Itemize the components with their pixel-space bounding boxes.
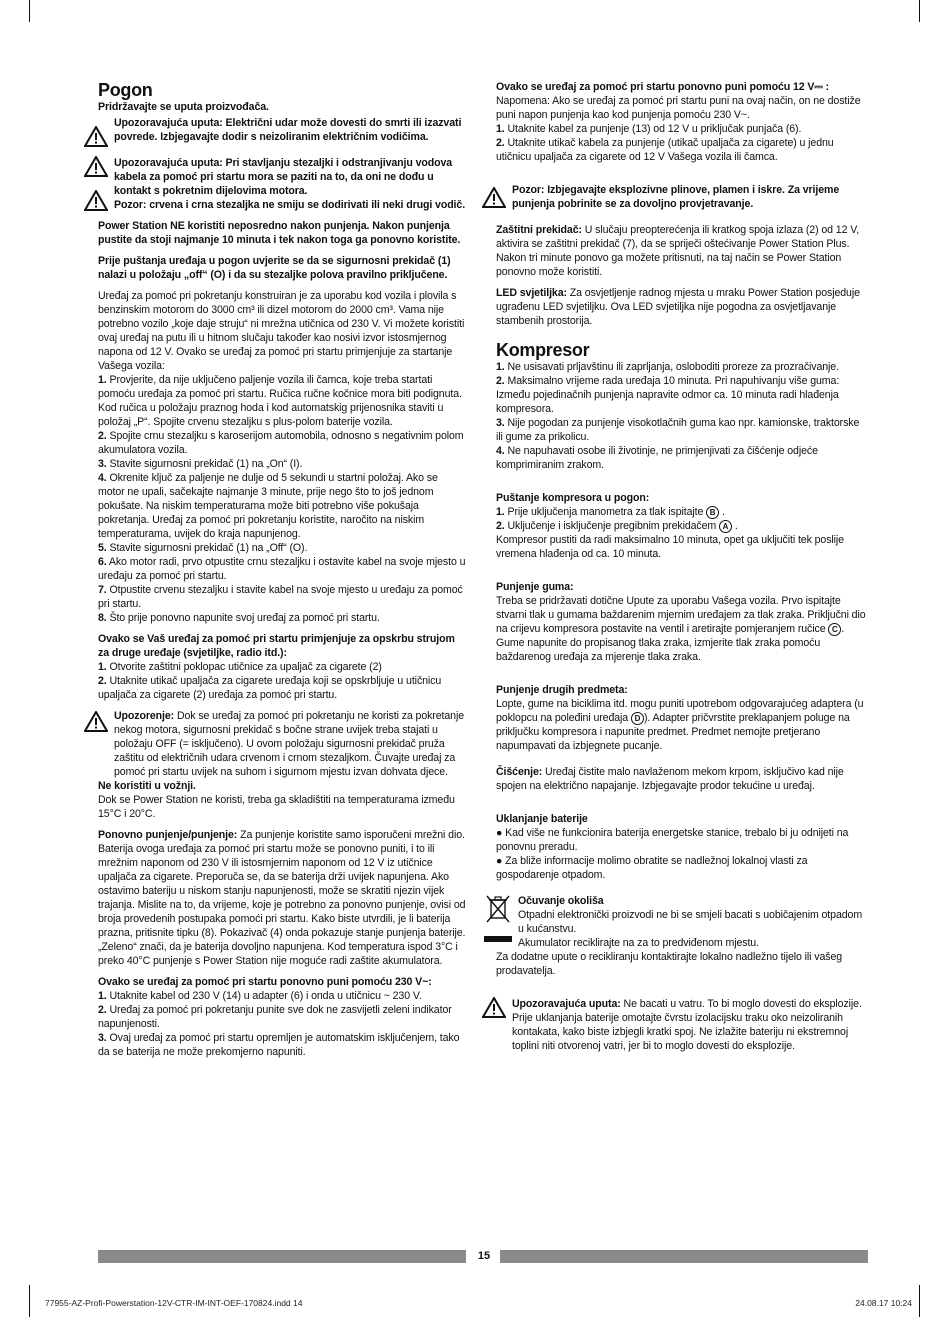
start-step-7: 7. Otpustite crvenu stezaljku i stavite kabel na svoje mjesto u uređaju za pomoć pri startu. [98, 584, 463, 610]
kompresor-step-4: 4. Ne napuhavati osobe ili životinje, ne primjenjivati za čišćenje odjeće komprimiranim zrakom. [496, 445, 818, 471]
warning-triangle-icon [84, 156, 108, 177]
warning-triangle-icon [482, 997, 506, 1018]
ciscenje-paragraph: Čišćenje: Uređaj čistite malo navlaženom mekom krpom, isključivo kad nije spojen na električno napajanje. Izbjegavajte prodor tekućine u uređaj. [496, 766, 844, 792]
drugi-title: Punjenje drugih predmeta: [496, 684, 628, 696]
crop-mark [919, 1285, 920, 1317]
okolis-text-3: Za dodatne upute o recikliranju kontaktirajte lokalno nadležno tijelo ili vašeg prodavatelja. [496, 951, 843, 977]
start-steps-list [98, 373, 466, 625]
bin-bar-icon [484, 936, 512, 942]
v230-steps [98, 989, 466, 1059]
zastitni-paragraph: Zaštitni prekidač: U slučaju preopterećenja ili kratkog spoja izlaza (2) od 12 V, aktivira se zaštitni prekidač (7), da se spriječi oštećivanje Power Station Plus. Nakon tri minute ponovo ga možete pritisnuti, na taj način se Power Station ponovno može koristiti. [496, 224, 860, 278]
intro-text: Pridržavajte se uputa proizvođača. [98, 101, 269, 113]
warning-triangle-icon [482, 187, 506, 208]
storage-note: Dok se Power Station ne koristi, treba ga skladištiti na temperaturama između 15°C i 20°C. [98, 794, 455, 820]
start-step-6: 6. Ako motor radi, prvo otpustite crnu stezaljku i ostavite kabel na svoje mjesto u uređaju za pomoć pri startu. [98, 556, 466, 582]
warning-electric: Upozoravajuća uputa: Električni udar može dovesti do smrti ili izazvati povrede. Izbjegavajte dodir s neizoliranim električnim vodičima. [98, 116, 466, 144]
pustanje-text: Kompresor pustiti da radi maksimalno 10 minuta, opet ga uključiti tek poslije vremena hlađenja od ca. 10 minuta. [496, 534, 844, 560]
upozorenje-block: Upozorenje: Dok se uređaj za pomoć pri pokretanju ne koristi za pokretanje nekog motora, sigurnosni prekidač s bočne strane uvijek treba stajati u položaju OFF (= isključeno). U ovom položaju sigurnosni prekidač pruža zaštitu od električnih udara crvenom i crnom stezaljkom. Čuvajte uređaj za pomoć pri startu uvijek na suhom i sigurnom mjestu izvan dohvata djece. [98, 709, 466, 779]
letter-d-icon: D [631, 712, 644, 725]
start-step-2: 2. Spojite crnu stezaljku s karoserijom automobila, odnosno s negativnim polom akumulatora vozila. [98, 430, 464, 456]
warning-triangle-icon [84, 190, 108, 211]
start-step-5: 5. Stavite sigurnosni prekidač (1) na „Off“ (O). [98, 542, 308, 554]
pustanje-step-2: 2. Uključenje i isključenje pregibnim prekidačem A . [496, 520, 738, 532]
okolis-title: Očuvanje okoliša [518, 895, 604, 907]
v230-step-3: 3. Ovaj uređaj za pomoć pri startu opremljen je automatskim isključenjem, tako da se baterija ne može prekomjerno napuniti. [98, 1032, 460, 1058]
crop-mark [29, 0, 30, 22]
right-column [496, 80, 866, 1053]
uklanjanje-bullet-1: ● Kad više ne funkcionira baterija energetske stanice, trebalo bi ju odnijeti na ponovnu preradu. [496, 827, 849, 853]
warning-clamps: Upozoravajuća uputa: Pri stavljanju stezaljki i odstranjivanju vodova kabela za pomoć pri startu mora se paziti na to, da oni ne dođu u kontakt s pokretnim dijelovima motora. [98, 156, 466, 198]
okolis-text-1: Otpadni elektronički proizvodi ne bi se smjeli bacati s uobičajenim otpadom u kućanstvu. [518, 909, 863, 935]
kompresor-step-3: 3. Nije pogodan za punjenje visokotlačnih guma kao npr. kamionske, traktorske ili gume za prikolicu. [496, 417, 860, 443]
recharge-paragraph: Ponovno punjenje/punjenje: Za punjenje koristite samo isporučeni mrežni dio. Baterija ovoga uređaja za pomoć pri startu može se ponovno puniti, i to ili mrežnim naponom od 230 V ili istosmjernim naponom od 12 V iz utičnice upaljača za cigarete. Preporuča se, da se baterija drži uvijek napunjena. Ako ostavimo bateriju u niskom stanju napunjenosti, može se skratiti njezin vijek trajanja. Mislite na to, da vrijeme, koje je potrebno za ponovno punjenje, ovisi od broja provedenih postupaka pomoći pri startu. Kako biste utvrdili, je li baterija prazna, pritisnite tipku (8). Pokazivač (4) onda pokazuje stanje punjenja baterije. „Zeleno“ znači, da je baterija dovoljno napunjena. Kod temperatura ispod 3°C i preko 40°C punjenje s Power Station nije moguće radi zaštite akumulatora. [98, 829, 466, 967]
warning-triangle-icon [84, 126, 108, 147]
other-step-1: 1. Otvorite zaštitni poklopac utičnice za upaljač za cigarete (2) [98, 661, 382, 673]
other-step-2: 2. Utaknite utikač upaljača za cigarete uređaja koji se opskrbljuje u utičnicu upaljača za cigarete (2) uređaja za pomoć pri startu. [98, 675, 442, 701]
letter-a-icon: A [719, 520, 732, 533]
v12-steps [496, 122, 866, 164]
drugi-text: Lopte, gume na biciklima itd. mogu puniti upotrebom odgovarajućeg adaptera (u poklopcu na poleđini uređaja D ). Adapter pričvrstite preklapanjem poluge na priključku kompresora i napunite predmet. Predmet nemojte pretjerano napumpavati da izbjegnete pucanje. [496, 698, 864, 752]
other-devices-steps [98, 660, 466, 702]
uklanjanje-bullet-2: ● Za bliže informacije molimo obratite se nadležnoj lokalnoj vlasti za gospodarenje otpadom. [496, 855, 808, 881]
okolis-text-2: Akumulator reciklirajte na za to predviđenom mjestu. [518, 937, 759, 949]
gume-text: Treba se pridržavati dotične Upute za uporabu Vašega vozila. Prvo ispitajte stvarni tlak u gumama baždarenim mjernim uređajem za tlak zraka. Priključni dio na crijevu kompresora postavite na ventil i aretirajte pomjeranjem ručice C . Gume napunite do propisanog tlaka zraka, izmjerite tlak zraka pomoću baždarenog uređaja za mjerenje tlaka zraka. [496, 595, 866, 663]
no-driving-note: Ne koristiti u vožnji. [98, 780, 196, 792]
warning-pozor: Pozor: crvena i crna stezaljka ne smiju se dodirivati ili neki drugi vodič. [98, 198, 466, 212]
footer-date: 24.08.17 10:24 [855, 1298, 912, 1308]
section-title-kompresor: Kompresor [496, 340, 590, 360]
footer-bar-left [98, 1250, 466, 1263]
footer-bar-right [500, 1250, 868, 1263]
kompresor-step-2: 2. Maksimalno vrijeme rada uređaja 10 minuta. Pri napuhivanju više guma: Između pojedinačnih punjenja napravite odmor ca. 10 minuta radi hlađenja kompresora. [496, 375, 840, 415]
note-power-station: Power Station NE koristiti neposredno nakon punjenja. Nakon punjenja pustite da stoji najmanje 10 minuta i tek nakon toga ga ponovno koristite. [98, 220, 461, 246]
start-step-8: 8. Što prije ponovno napunite svoj uređaj za pomoć pri startu. [98, 612, 380, 624]
other-devices-title: Ovako se Vaš uređaj za pomoć pri startu primjenjuje za opskrbu strujom za druge uređaje (svjetiljke, radio itd.): [98, 633, 455, 659]
start-step-4: 4. Okrenite ključ za paljenje ne dulje od 5 sekundi u startni položaj. Ako se motor ne upali, sačekajte najmanje 3 minute, prije nego što to još jednom pokušate. Na niskim temperaturama može biti potrebno više pokušaja pokretanja. Uređaj za pomoć pri pokretanju koristite, naročito na niskim temperaturama, uvijek do kraja napunjenog. [98, 472, 438, 540]
kompresor-step-1: 1. Ne usisavati prljavštinu ili zaprljanja, osloboditi proreze za prozračivanje. [496, 361, 839, 373]
v12-note: Napomena: Ako se uređaj za pomoć pri startu puni na ovaj način, on ne dostiže puni napon punjenja kao kod punjenja pomoću 230 V~. [496, 95, 861, 121]
v12-step-1: 1. Utaknite kabel za punjenje (13) od 12 V u priključak punjača (6). [496, 123, 802, 135]
left-column [98, 80, 466, 1059]
kompresor-steps [496, 360, 866, 472]
footer-filename: 77955-AZ-Profi-Powerstation-12V-CTR-IM-INT-OEF-170824.indd 14 [45, 1298, 303, 1308]
start-step-1: 1. Provjerite, da nije uključeno paljenje vozila ili čamca, koje treba startati pomoću uređaja za pomoć pri startu. Ručica ručne kočnice mora biti podignuta. Kod ručica u položaju praznog hoda i kod automatskig prijenosnika staviti u položaj „P“. Spojite crvenu stezaljku s plus-polom baterije vozila. [98, 374, 462, 428]
page-number: 15 [477, 1250, 491, 1262]
crop-mark [29, 1285, 30, 1317]
pustanje-title: Puštanje kompresora u pogon: [496, 492, 650, 504]
letter-b-icon: B [706, 506, 719, 519]
v230-title: Ovako se uređaj za pomoć pri startu ponovno puni pomoću 230 V~: [98, 976, 432, 988]
body-paragraph: Uređaj za pomoć pri pokretanju konstruiran je za uporabu kod vozila i plovila s benzinskim motorom do 3000 cm³ ili dizel motorom do 2000 cm³. Vama nije potrebno vozilo „koje daje struju“ ni mrežna utičnica od 230 V. Vi možete koristiti ovaj uređaj na putu ili u hitnom slučaju također kao nosivi izvor istosmjernog napona od 12 V. Ovako se uređaj za pomoć pri startu primjenjuje za startanje Vašega vozila: [98, 290, 465, 372]
final-warning: Upozoravajuća uputa: Ne bacati u vatru. To bi moglo dovesti do eksplozije. Prije uklanjanja baterije omotajte čvrstu izolacijsku traku oko neizoliranih kontakata, kako biste izbjegli kratki spoj. Ne izlažite bateriju ni ekstremnoj toplini niti otvorenoj vatri, jer bi to moglo dovesti do eksplozije. [496, 997, 866, 1053]
okolis-block [496, 894, 866, 978]
crop-mark [919, 0, 920, 22]
v230-step-2: 2. Uređaj za pomoć pri pokretanju punite sve dok ne zasvijetli zeleni indikator napunjenosti. [98, 1004, 452, 1030]
uklanjanje-title: Uklanjanje baterije [496, 813, 588, 825]
pozor-block: Pozor: Izbjegavajte eksplozivne plinove, plamen i iskre. Za vrijeme punjenja pobrinite se za dovoljno provjetravanje. [496, 183, 866, 211]
section-title-pogon: Pogon [98, 80, 153, 100]
letter-c-icon: C [828, 623, 841, 636]
led-paragraph: LED svjetiljka: Za osvjetljenje radnog mjesta u mraku Power Station posjeduje ugrađenu LED svjetiljku. Ova LED svjetiljka nije pogodna za osvjetljavanje stambenih prostorija. [496, 287, 860, 327]
v230-step-1: 1. Utaknite kabel od 230 V (14) u adapter (6) i onda u utičnicu ~ 230 V. [98, 990, 422, 1002]
note-safety-switch: Prije puštanja uređaja u pogon uvjerite se da se sigurnosni prekidač (1) nalazi u položaju „off“ (O) i da su stezaljke polova pravilno priključene. [98, 255, 451, 281]
warning-triangle-icon [84, 711, 108, 732]
pustanje-step-1: 1. Prije uključenja manometra za tlak ispitajte B . [496, 506, 725, 518]
start-step-3: 3. Stavite sigurnosni prekidač (1) na „On“ (I). [98, 458, 303, 470]
v12-title: Ovako se uređaj za pomoć pri startu ponovno puni pomoću 12 V⎓ : [496, 81, 829, 93]
v12-step-2: 2. Utaknite utikač kabela za punjenje (utikač upaljača za cigarete) u jednu utičnicu upaljača za cigarete od 12 V Vašega vozila ili čamca. [496, 137, 834, 163]
gume-title: Punjenje guma: [496, 581, 574, 593]
crossed-bin-icon [484, 894, 512, 928]
